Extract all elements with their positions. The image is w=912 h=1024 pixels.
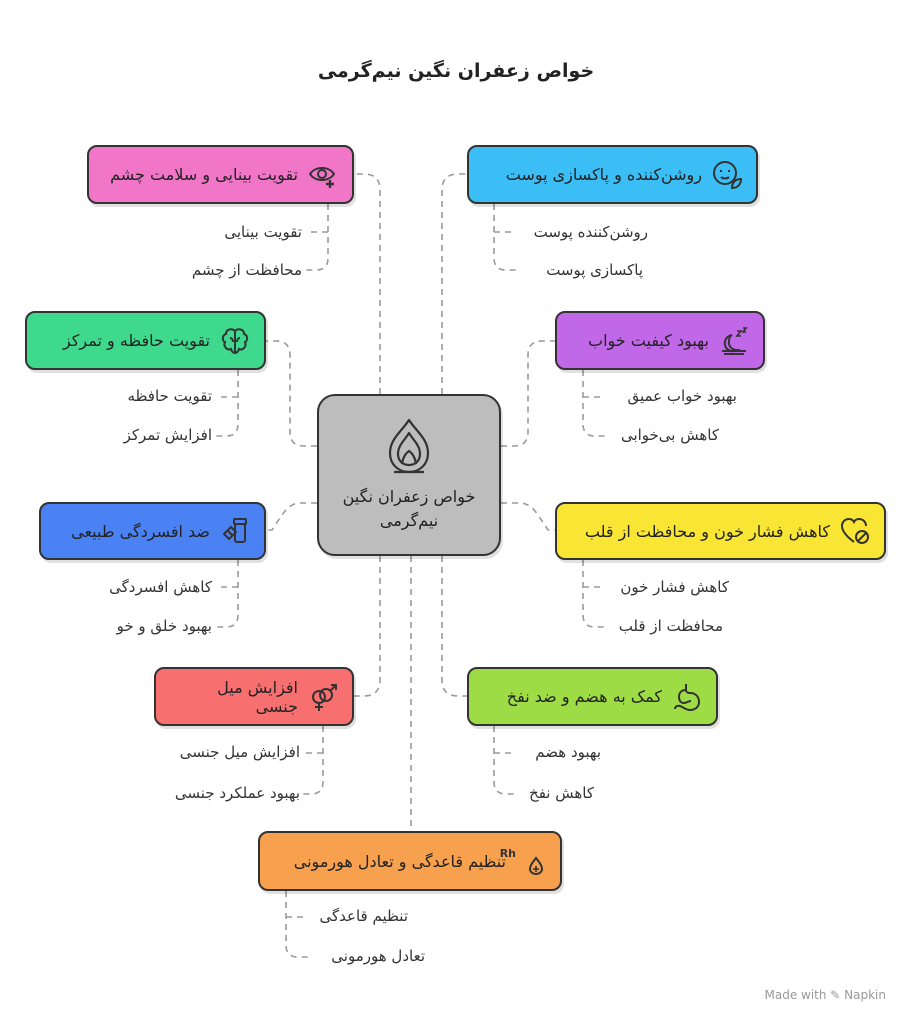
sub-item: محافظت از قلب bbox=[618, 617, 723, 635]
node-libido[interactable] bbox=[154, 667, 354, 726]
brain-icon bbox=[220, 326, 250, 356]
node-digestion[interactable] bbox=[467, 667, 718, 726]
sub-item: بهبود خواب عمیق bbox=[627, 387, 737, 405]
face-leaf-icon bbox=[712, 160, 742, 190]
sub-item: کاهش نفخ bbox=[529, 784, 594, 802]
node-label: کاهش فشار خون و محافظت از قلب bbox=[584, 521, 830, 541]
connector-libido bbox=[354, 556, 380, 696]
sub-item: کاهش بی‌خوابی bbox=[620, 426, 719, 444]
sub-item: کاهش افسردگی bbox=[109, 578, 212, 596]
sub-item: تنظیم قاعدگی bbox=[319, 907, 408, 925]
node-skin[interactable] bbox=[467, 145, 758, 204]
page-title: خواص زعفران نگین نیم‌گرمی bbox=[317, 60, 595, 82]
heart-shield-icon bbox=[840, 516, 870, 546]
node-label: تنظیم قاعدگی و تعادل هورمونی bbox=[293, 851, 506, 871]
node-label: افزایش میل جنسی bbox=[217, 677, 298, 716]
sub-item: تقویت بینایی bbox=[224, 223, 302, 241]
svg-text:Rh: Rh bbox=[499, 847, 516, 860]
sub-item: افزایش میل جنسی bbox=[179, 743, 300, 761]
node-label: ضد افسردگی طبیعی bbox=[71, 521, 210, 541]
node-antidepressant[interactable] bbox=[39, 502, 266, 560]
sub-item: بهبود خلق و خو bbox=[116, 617, 212, 635]
node-label: بهبود کیفیت خواب bbox=[588, 331, 709, 350]
sub-item: افزایش تمرکز bbox=[123, 426, 212, 444]
connector-eye bbox=[354, 174, 380, 394]
sub-item: پاکسازی پوست bbox=[546, 261, 643, 279]
node-label: تقویت حافظه و تمرکز bbox=[62, 331, 210, 350]
center-node[interactable] bbox=[317, 394, 501, 556]
node-hormone[interactable] bbox=[258, 831, 562, 891]
connector-heart bbox=[501, 503, 555, 530]
sub-item: بهبود هضم bbox=[535, 743, 601, 761]
sub-item: محافظت از چشم bbox=[191, 261, 302, 279]
sub-item: بهبود عملکرد جنسی bbox=[174, 784, 300, 802]
stomach-icon bbox=[672, 682, 702, 712]
sub-item: روشن‌کننده پوست bbox=[533, 223, 648, 241]
connector-digestion bbox=[442, 556, 467, 696]
saffron-flame-icon bbox=[382, 417, 436, 479]
pill-bottle-icon bbox=[220, 516, 250, 546]
sub-item: تقویت حافظه bbox=[127, 387, 212, 405]
connector-memory bbox=[266, 341, 317, 446]
napkin-watermark: Made with ✎ Napkin bbox=[764, 988, 886, 1002]
gender-icon bbox=[308, 682, 338, 712]
sleep-icon bbox=[719, 326, 749, 356]
node-label: تقویت بینایی و سلامت چشم bbox=[110, 165, 298, 184]
rh-drop-icon bbox=[499, 846, 546, 876]
eye-plus-icon bbox=[308, 160, 338, 190]
connector-skin bbox=[442, 174, 467, 394]
node-eye-health[interactable] bbox=[87, 145, 354, 204]
node-label: کمک به هضم و ضد نفخ bbox=[506, 687, 662, 706]
connector-sleep bbox=[501, 341, 555, 446]
sub-item: تعادل هورمونی bbox=[331, 947, 425, 965]
sub-item: کاهش فشار خون bbox=[620, 578, 729, 596]
node-label: روشن‌کننده و پاکسازی پوست bbox=[505, 165, 702, 184]
node-memory[interactable] bbox=[25, 311, 266, 370]
center-label: خواص زعفران نگین نیم‌گرمی bbox=[342, 487, 476, 530]
node-sleep[interactable] bbox=[555, 311, 765, 370]
node-heart[interactable] bbox=[555, 502, 886, 560]
connector-depression bbox=[266, 503, 317, 530]
